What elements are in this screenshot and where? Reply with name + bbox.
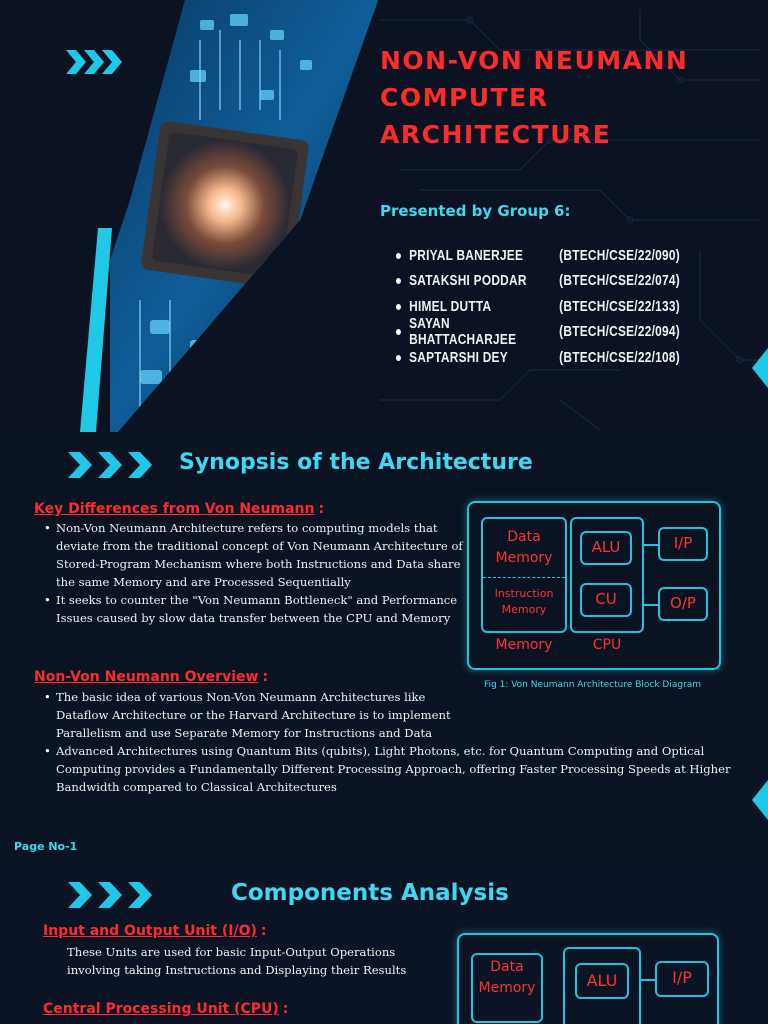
member-name: SATAKSHI PODDAR: [409, 273, 527, 290]
member-roll: (BTECH/CSE/22/090): [559, 247, 680, 264]
page-number: Page No-1: [14, 840, 78, 853]
key-differences-list: [44, 519, 464, 627]
bullet-icon: [396, 278, 401, 284]
member-name: SAYAN BHATTACHARJEE: [409, 316, 517, 349]
chevrons-icon: [66, 878, 154, 912]
circuit-board-image: [0, 0, 380, 432]
alu-label: ALU: [586, 971, 618, 990]
chevrons-icon: [66, 448, 154, 482]
member-item: [396, 316, 680, 349]
heading-colon: :: [318, 501, 325, 517]
member-list: [396, 243, 742, 371]
member-roll: (BTECH/CSE/22/133): [559, 298, 680, 315]
bullet-icon: [396, 253, 401, 259]
key-differences-heading-text: Key Differences from Von Neumann: [34, 501, 315, 517]
member-roll: (BTECH/CSE/22/094): [559, 324, 680, 341]
alu-label: ALU: [591, 538, 621, 556]
member-name: SAPTARSHI DEY: [409, 349, 508, 366]
cpu-heading: [43, 1001, 288, 1017]
member-name: HIMEL DUTTA: [409, 298, 492, 315]
output-label: O/P: [670, 594, 696, 612]
list-item: • It seeks to counter the "Von Neumann Bottleneck" and Performance Issues caused by slow data transfer between the CPU and Memory: [44, 591, 464, 627]
input-label: I/P: [673, 534, 693, 552]
data-memory-label: Data Memory: [495, 529, 553, 566]
block-diagram: [467, 501, 721, 670]
overview-heading-text: Non-Von Neumann Overview: [34, 669, 259, 685]
connector-line: [644, 544, 658, 546]
io-description: These Units are used for basic Input-Output Operations involving taking Instructions and Displaying their Results: [67, 945, 407, 977]
presented-by: Presented by Group 6:: [380, 202, 571, 220]
cover-section: [0, 0, 768, 432]
list-item: • Non-Von Neumann Architecture refers to computing models that deviate from the traditional concept of Von Neumann Architecture of Stored-Program Mechanism where both Instructions and Data share the same Memory and are Processed Sequentially: [44, 519, 464, 591]
member-item: [396, 345, 680, 371]
block-diagram: [457, 933, 719, 1024]
member-item: [396, 269, 680, 295]
cpu-heading-text: Central Processing Unit (CPU): [43, 1001, 279, 1017]
bullet-icon: [396, 355, 401, 361]
key-differences-heading: [34, 501, 324, 517]
heading-colon: :: [262, 669, 269, 685]
overview-list: [44, 688, 734, 796]
title-line-2: COMPUTER: [380, 83, 549, 112]
components-title: Components Analysis: [231, 880, 509, 906]
member-name: PRIYAL BANERJEE: [409, 247, 524, 264]
synopsis-title: Synopsis of the Architecture: [179, 450, 533, 475]
cu-label: CU: [595, 590, 617, 608]
bullet-icon: [396, 304, 401, 310]
heading-colon: :: [282, 1001, 289, 1017]
member-roll: (BTECH/CSE/22/108): [559, 349, 680, 366]
member-item: [396, 243, 680, 269]
memory-divider: [483, 577, 565, 578]
cpu-label: CPU: [592, 637, 622, 653]
list-item: • Advanced Architectures using Quantum Bits (qubits), Light Photons, etc. for Quantum Computing and Optical Computing provides a Fundamentally Different Processing Approach, offering Faster Processing Speeds at Higher Bandwidth compared to Classical Architectures: [44, 742, 734, 796]
data-memory-label: Data Memory: [478, 959, 536, 996]
connector-line: [644, 604, 658, 606]
member-roll: (BTECH/CSE/22/074): [559, 273, 680, 290]
io-heading-text: Input and Output Unit (I/O): [43, 923, 257, 939]
io-heading: [43, 923, 267, 939]
bullet-icon: [396, 329, 401, 335]
edge-triangle-icon: [752, 348, 768, 388]
memory-label: Memory: [495, 637, 553, 653]
list-item: • The basic idea of various Non-Von Neumann Architectures like Dataflow Architecture or the Harvard Architecture is to implement Parallelism and use Separate Memory for Instructions and Data: [44, 688, 464, 742]
edge-triangle-icon: [752, 780, 768, 820]
connector-line: [641, 979, 655, 981]
input-label: I/P: [672, 968, 692, 987]
overview-heading: [34, 669, 268, 685]
heading-colon: :: [260, 923, 267, 939]
title-line-3: ARCHITECTURE: [380, 120, 612, 149]
document-title: [380, 42, 750, 153]
diagram-caption: Fig 1: Von Neumann Architecture Block Diagram: [484, 680, 702, 690]
title-line-1: NON-VON NEUMANN: [380, 46, 689, 75]
instruction-memory-label: Instruction Memory: [494, 587, 554, 616]
